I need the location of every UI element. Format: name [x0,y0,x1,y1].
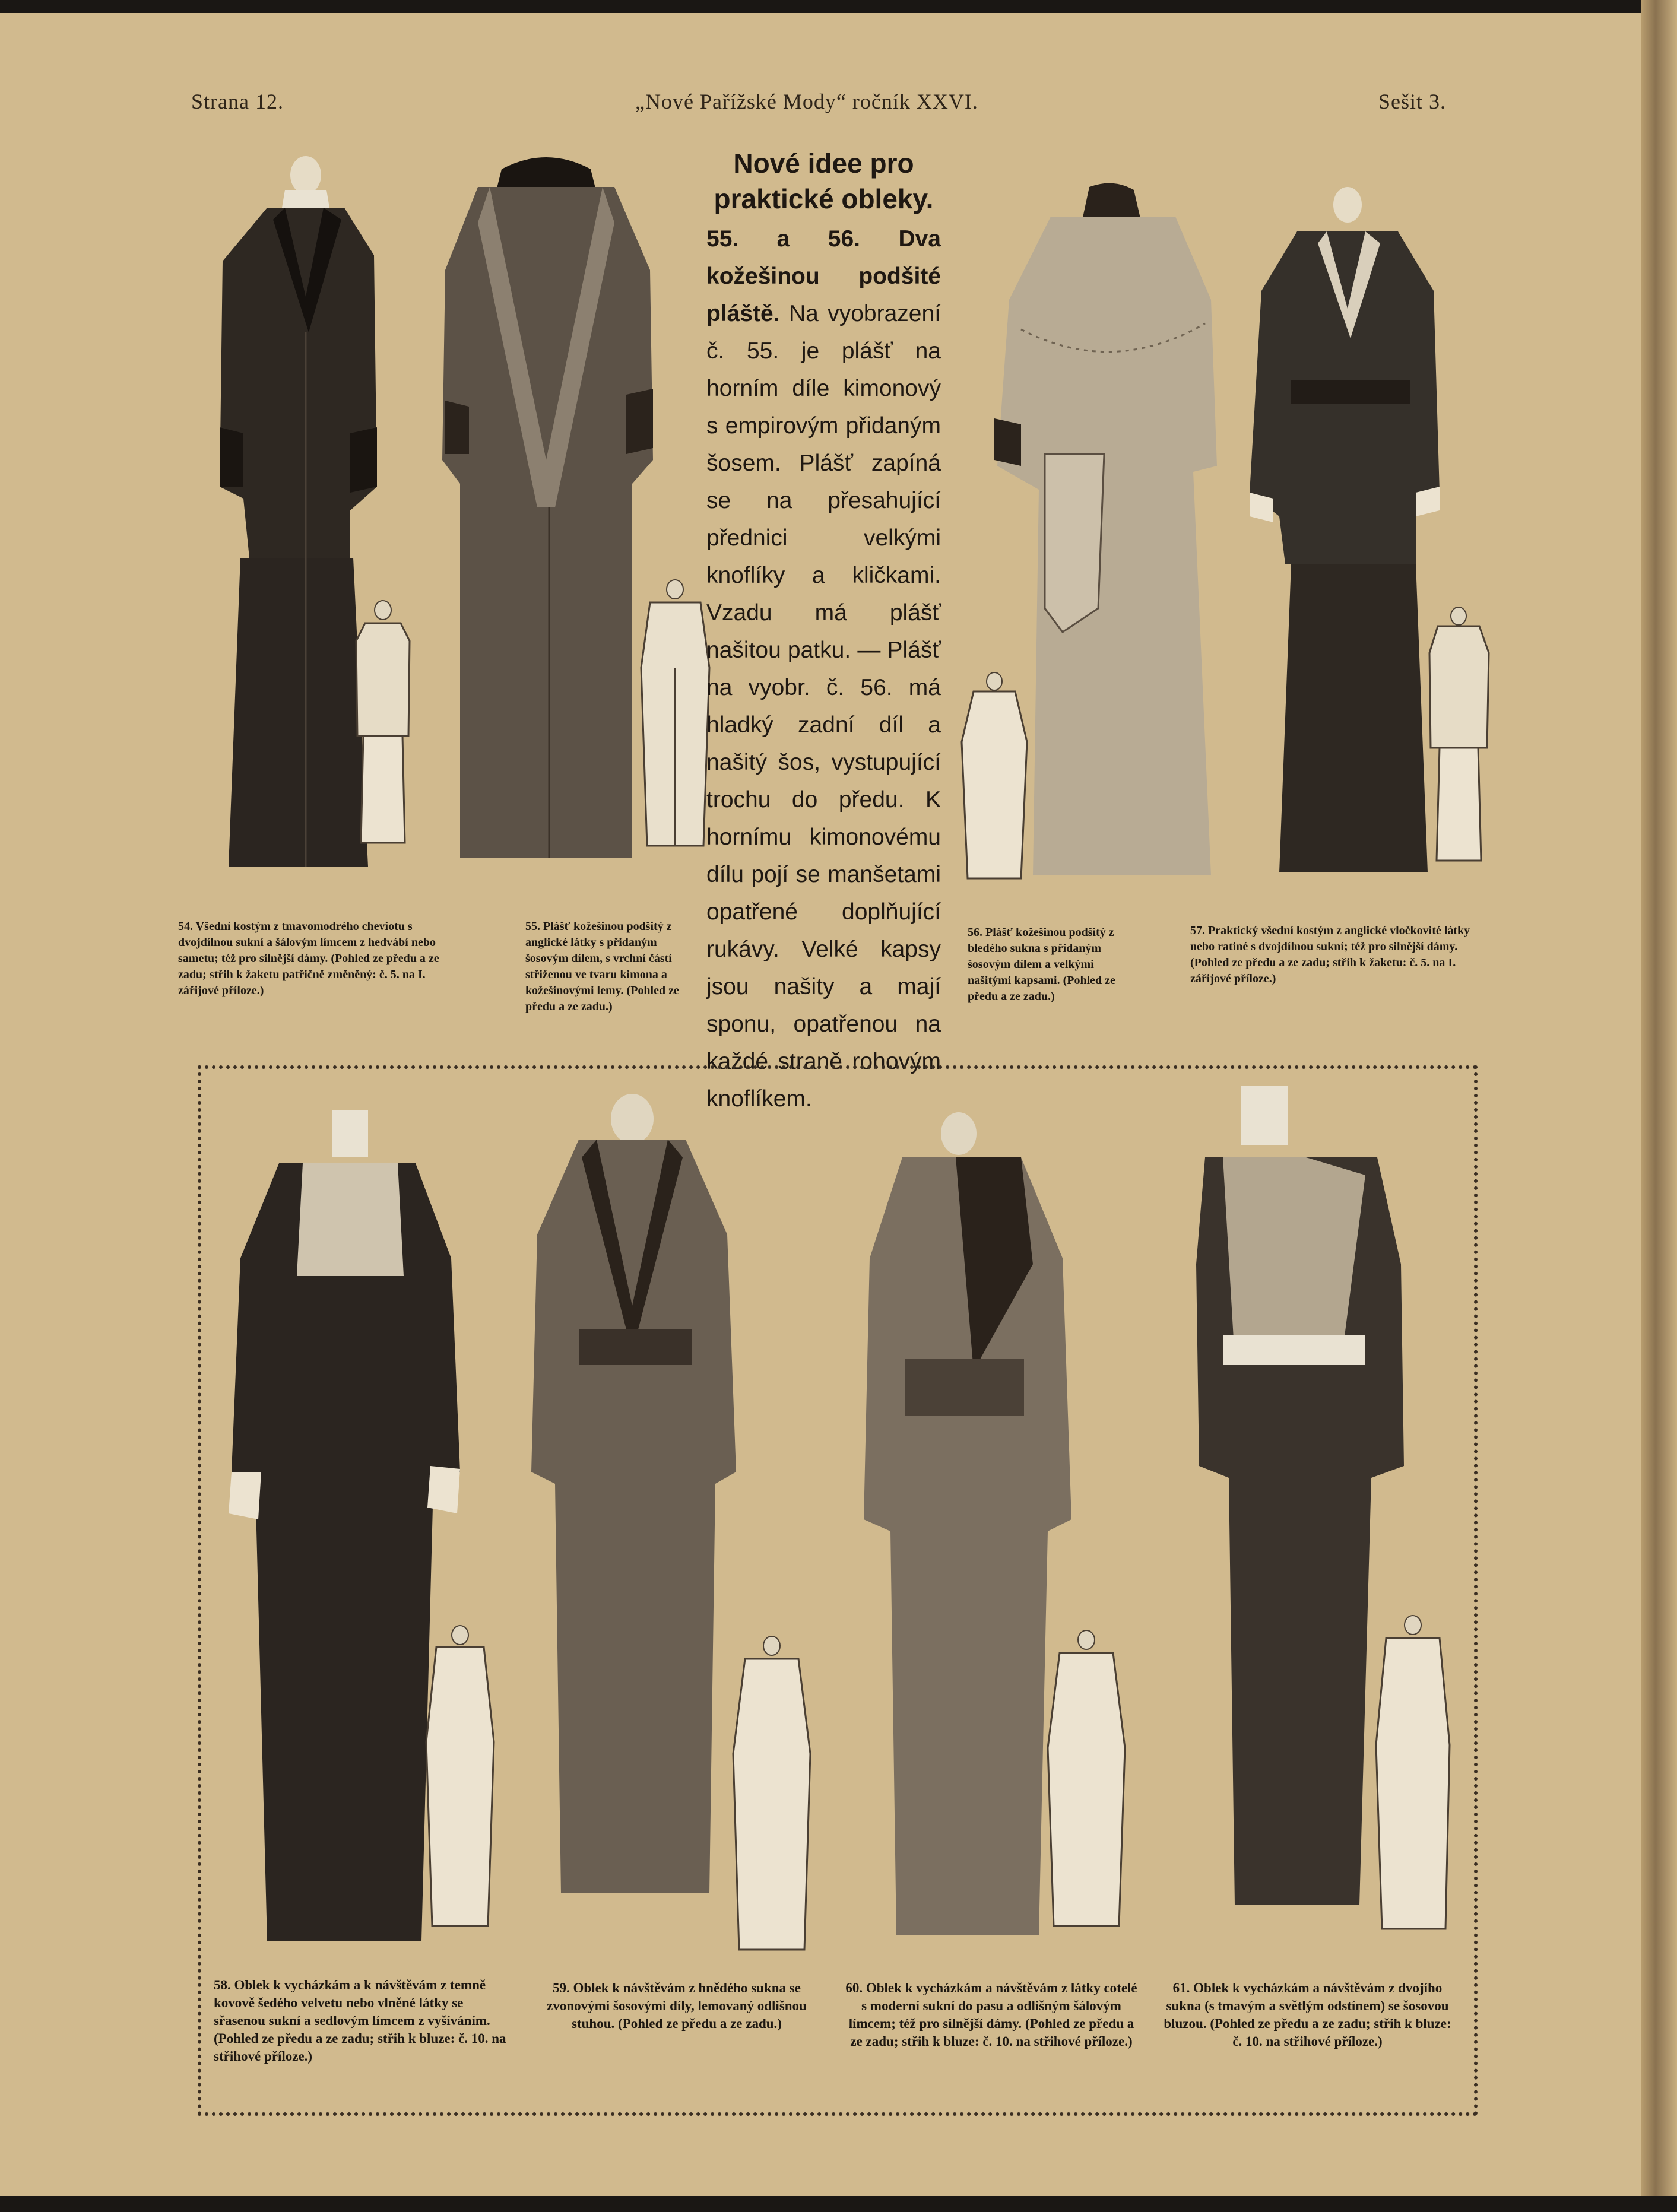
scan-border-bottom [0,2196,1677,2212]
figure-55-back-view [638,579,712,852]
figure-61-back-view [1371,1614,1454,1935]
article-title: Nové idee pro praktické obleky. [714,148,934,214]
scan-border-top [0,0,1677,13]
figure-56-front-view [959,671,1030,884]
issue-number: Sešit 3. [1378,90,1447,113]
caption-57: 57. Praktický všední kostým z anglické vločkovité látky nebo ratiné s dvojdílnou sukní; též pro silnější dámy. (Pohled ze předu a ze zadu; střih k žaketu: č. 5. na I. zářijové příloze.) [1190,924,1470,985]
article-body [706,220,941,1118]
figure-57-back-view [1425,605,1493,867]
caption-61: 61. Oblek k vycházkám a návštěvám z dvojího sukna (s tmavým a světlým odstínem) se šosovou bluzou. (Pohled ze předu a ze zadu; střih k bluze: č. 10. na střihové příloze.) [1164,1981,1451,2049]
caption-59: 59. Oblek k návštěvám z hnědého sukna se zvonovými šosovými díly, lemovaný odlišnou stuhou. (Pohled ze předu a ze zadu.) [547,1981,807,2031]
article-lede: 55. a 56. Dva kožešinou podšité pláště. [706,226,941,326]
page-number: Strana 12. [191,90,284,113]
running-title: „Nové Pařížské Mody“ ročník XXVI. [635,90,978,113]
page-fold [1641,0,1677,2212]
figure-57 [1238,184,1451,878]
caption-56: 56. Plášť kožešinou podšitý z bledého sukna s přidaným šosovým dílem a velkými našitými kapsami. (Pohled ze předu a ze zadu.) [968,926,1115,1003]
caption-58: 58. Oblek k vycházkám a k návštěvám z temně kovově šedého velvetu nebo vlněné látky se sřasenou sukní a sedlovým límcem z vyšíváním. (Pohled ze předu a ze zadu; střih k bluze: č. 10. na střihové příloze.) [214,1978,506,2064]
figure-60-back-view [1042,1629,1131,1932]
figure-59 [525,1092,739,1899]
caption-55: 55. Plášť kožešinou podšitý z anglické látky s přidaným šosovým dílem, s vrchní částí střiženou ve tvaru kimona a kožešinovými lemy. (Pohled ze předu a ze zadu.) [525,920,679,1013]
caption-54: 54. Všední kostým z tmavomodrého cheviotu s dvojdílnou sukní a šálovým límcem z hedvábí nebo sametu; též pro silnější dámy. (Pohled ze předu a ze zadu; střih k žaketu patřičně změněný: č. 5. na I. zářijové příloze.) [178,920,439,997]
figure-55 [436,151,656,864]
figure-59-back-view [727,1635,816,1956]
caption-60: 60. Oblek k vycházkám a návštěvám z látky cotelé s moderní sukní do pasu a odlišným šálovým límcem; též pro silnější dámy. (Pohled ze předu a ze zadu; střih k bluze: č. 10. na střihové příloze.) [845,1981,1137,2049]
figure-58-back-view [421,1623,499,1932]
article-text: Na vyobrazení č. 55. je plášť na horním díle kimonový s empirovým přidaným šosem. Plášť zapíná se na přesahující přednici velkými knoflíky a kličkami. Vzadu má plášť našitou patku. — Plášť na vyobr. č. 56. má hladký zadní díl a našitý šos, vystupující trochu do předu. K hornímu kimonovému dílu pojí se manšetami opatřené doplňující rukávy. Velké kapsy jsou našity a mají sponu, opatřenou na každé straně rohovým knoflíkem. [706,301,941,1112]
article [706,145,941,1118]
figure-54-back-view [350,599,416,849]
